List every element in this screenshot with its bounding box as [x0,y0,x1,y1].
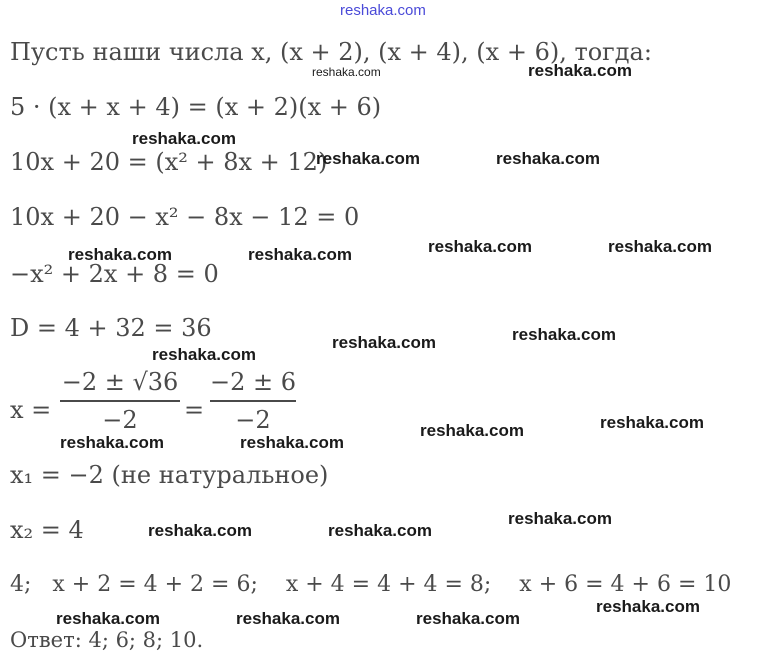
equation-line: 4; x + 2 = 4 + 2 = 6; x + 4 = 4 + 4 = 8; x + 6 = 4 + 6 = 10 [10,572,732,597]
watermark: reshaka.com [512,325,616,344]
watermark: reshaka.com [600,413,704,432]
watermark: reshaka.com [416,609,520,628]
answer-line: Ответ: 4; 6; 8; 10. [10,628,204,652]
watermark: reshaka.com [332,333,436,352]
watermark: reshaka.com [56,609,160,628]
equation-line: x₂ = 4 [10,516,84,544]
watermark: reshaka.com [148,521,252,540]
watermark: reshaka.com [240,433,344,452]
equation-line: 10x + 20 = (x² + 8x + 12) [10,148,328,176]
watermark: reshaka.com [528,61,632,80]
watermark: reshaka.com [496,149,600,168]
watermark: reshaka.com [248,245,352,264]
equation-line: 10x + 20 − x² − 8x − 12 = 0 [10,203,360,231]
fraction-bar [60,400,180,402]
watermark: reshaka.com [328,521,432,540]
equation-line: −x² + 2x + 8 = 0 [10,260,219,288]
watermark: reshaka.com [316,149,420,168]
watermark: reshaka.com [596,597,700,616]
watermark: reshaka.com [236,609,340,628]
equation-line: x₁ = −2 (не натуральное) [10,461,329,489]
equation-line: 5 · (x + x + 4) = (x + 2)(x + 6) [10,93,382,121]
watermark: reshaka.com [428,237,532,256]
watermark: reshaka.com [420,421,524,440]
equation-lhs: x = [10,396,52,424]
fraction-denominator: −2 [102,406,138,434]
fraction-bar [210,400,296,402]
fraction-numerator: −2 ± √36 [61,368,179,396]
watermark: reshaka.com [508,509,612,528]
intro-line: Пусть наши числа x, (x + 2), (x + 4), (x + 6), тогда: [10,38,652,66]
watermark: reshaka.com [340,2,426,19]
watermark: reshaka.com [312,65,381,79]
fraction [210,368,296,434]
watermark: reshaka.com [152,345,256,364]
watermark: reshaka.com [60,433,164,452]
watermark: reshaka.com [132,129,236,148]
watermark: reshaka.com [608,237,712,256]
fraction-denominator: −2 [235,406,271,434]
fraction [60,368,180,434]
fraction-numerator: −2 ± 6 [210,368,297,396]
equals-sign: = [184,396,205,424]
watermark: reshaka.com [68,245,172,264]
equation-line: D = 4 + 32 = 36 [10,314,212,342]
